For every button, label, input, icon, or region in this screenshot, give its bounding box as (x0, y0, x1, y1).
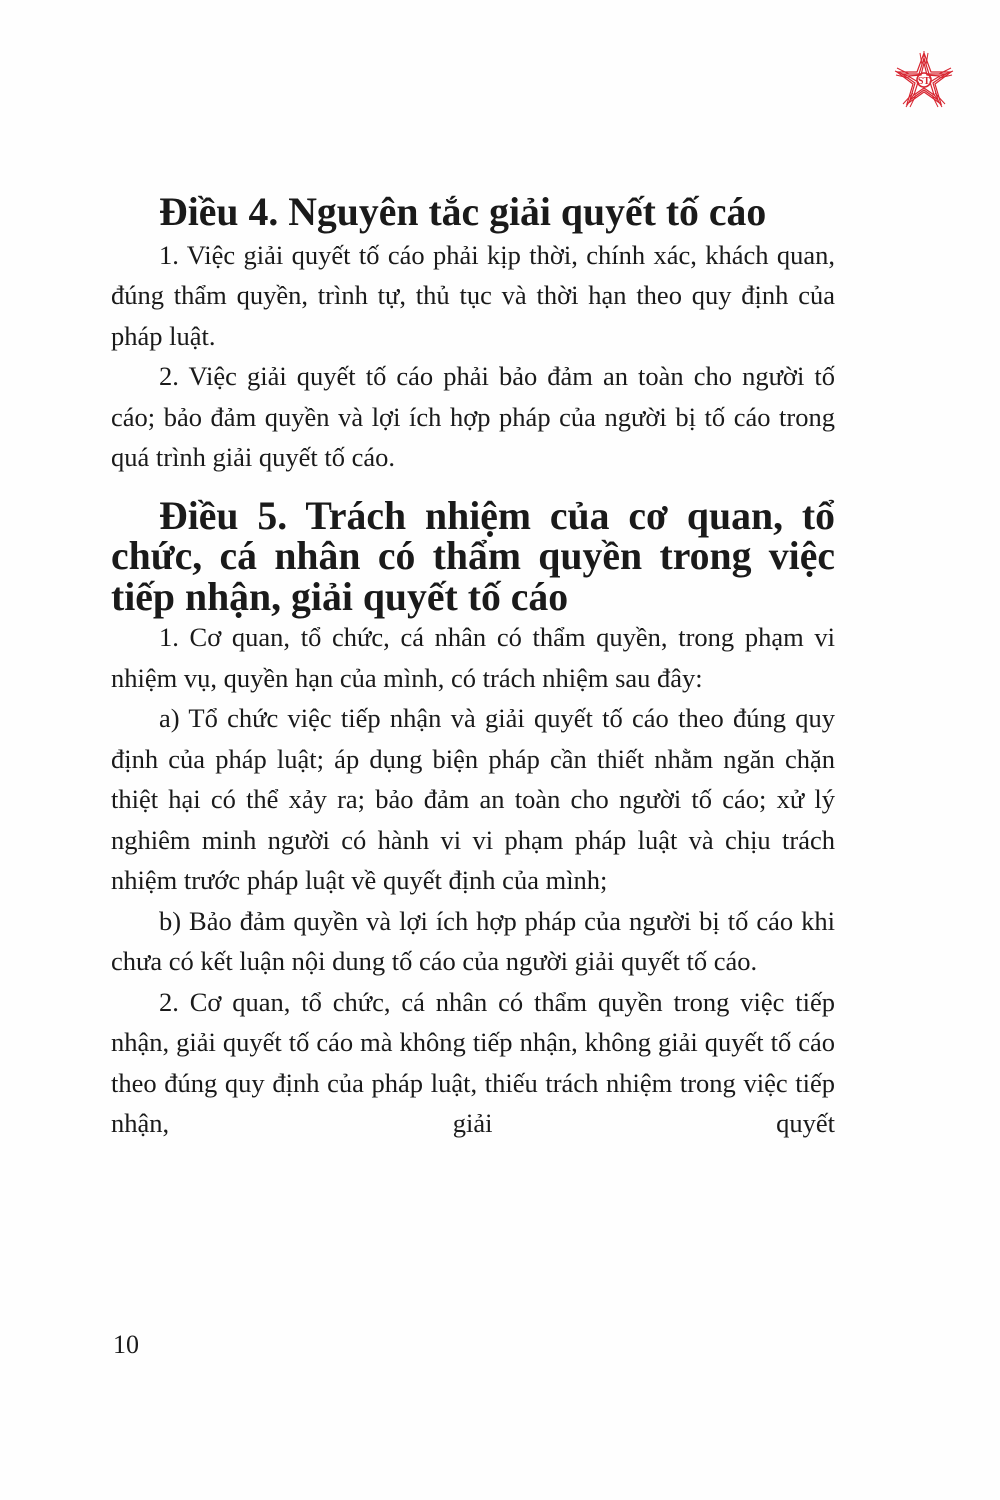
article-4-clause-2: 2. Việc giải quyết tố cáo phải bảo đảm an toàn cho người tố cáo; bảo đảm quyền và lợi ích hợp pháp của người bị tố cáo trong quá trình giải quyết tố cáo. (111, 361, 835, 472)
article-5-heading-text: Điều 5. Trách nhiệm của cơ quan, tổ chức, cá nhân có thẩm quyền trong việc tiếp nhận, giải quyết tố cáo (111, 493, 835, 619)
article-5-heading (111, 493, 835, 619)
article-5-clause-1a: a) Tổ chức việc tiếp nhận và giải quyết tố cáo theo đúng quy định của pháp luật; áp dụng biện pháp cần thiết nhằm ngăn chặn thiệt hại có thể xảy ra; bảo đảm an toàn cho người tố cáo; xử lý nghiêm minh người có hành vi vi phạm pháp luật và chịu trách nhiệm trước pháp luật về quyết định của mình; (111, 703, 835, 895)
publisher-logo (893, 50, 955, 110)
red-star-logo-icon (893, 50, 955, 110)
article-5-clause-2: 2. Cơ quan, tổ chức, cá nhân có thẩm quyền trong việc tiếp nhận, giải quyết tố cáo mà không tiếp nhận, không giải quyết tố cáo theo đúng quy định của pháp luật, thiếu trách nhiệm trong việc tiếp nhận, giải quyết (111, 986, 835, 1138)
article-5-clause-1: 1. Cơ quan, tổ chức, cá nhân có thẩm quyền, trong phạm vi nhiệm vụ, quyền hạn của mình, có trách nhiệm sau đây: (111, 622, 835, 693)
page-number: 10 (113, 1330, 139, 1359)
svg-text:ST: ST (917, 76, 931, 87)
document-body (111, 192, 835, 1144)
article-5-clause-1b: b) Bảo đảm quyền và lợi ích hợp pháp của người bị tố cáo khi chưa có kết luận nội dung tố cáo của người giải quyết tố cáo. (111, 905, 835, 976)
article-4-heading: Điều 4. Nguyên tắc giải quyết tố cáo (159, 190, 767, 234)
article-4-clause-1: 1. Việc giải quyết tố cáo phải kịp thời, chính xác, khách quan, đúng thẩm quyền, trình tự, thủ tục và thời hạn theo quy định của pháp luật. (111, 239, 835, 351)
